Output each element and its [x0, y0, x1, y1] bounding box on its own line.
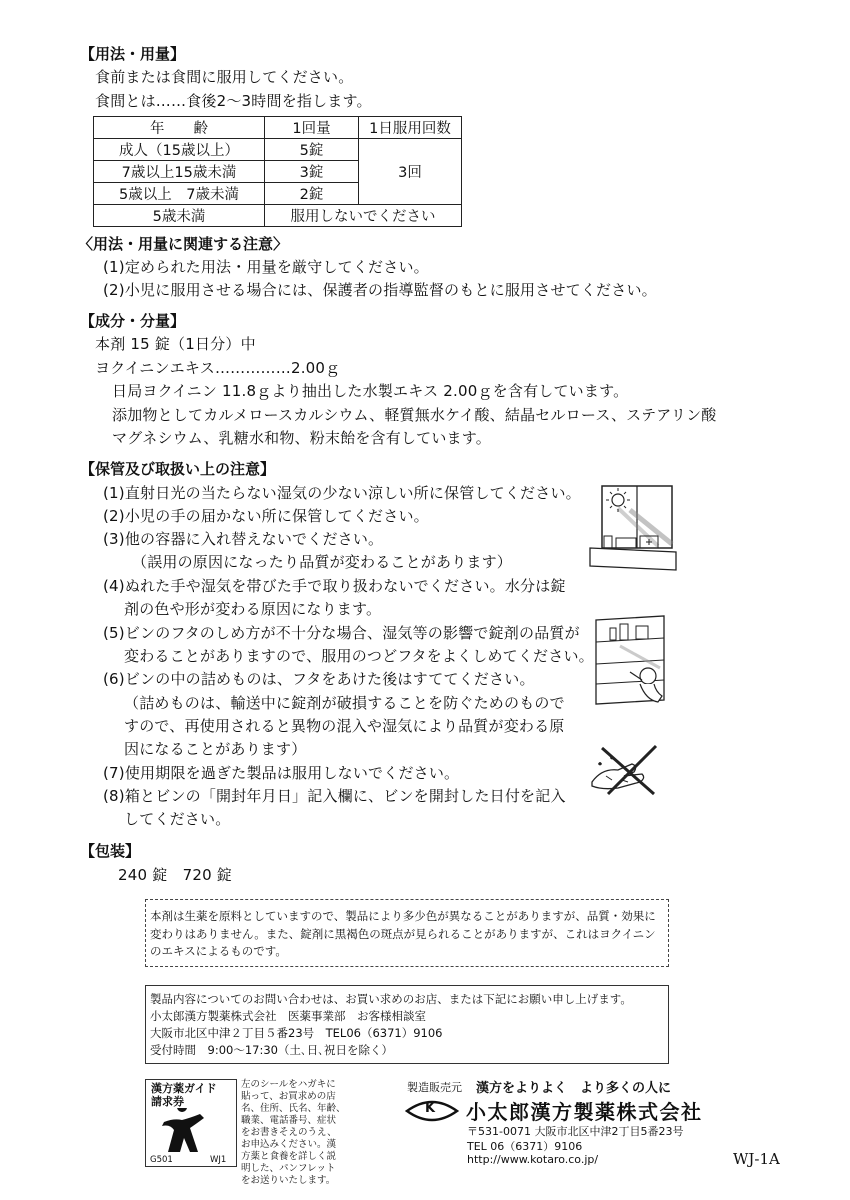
ingredients-line: 添加物としてカルメロースカルシウム、軽質無水ケイ酸、結晶セルロース、ステアリン酸	[112, 406, 717, 424]
company-slogan: 漢方をよりよく より多くの人に	[476, 1081, 672, 1096]
usage-line-2: 食間とは……食後2〜3時間を指します。	[95, 92, 372, 110]
storage-heading: 【保管及び取扱い上の注意】	[80, 460, 276, 478]
coupon-title-1: 漢方薬ガイド	[151, 1082, 217, 1095]
storage-line: すので、再使用されると異物の混入や湿気により品質が変わる原	[124, 717, 565, 735]
storage-line: 因になることがあります）	[124, 740, 307, 758]
storage-line: (5)ビンのフタのしめ方が不十分な場合、湿気等の影響で錠剤の品質が	[103, 624, 580, 642]
row-dose: 3錠	[265, 161, 359, 183]
ingredients-line: 日局ヨクイニン 11.8ｇより抽出した水製エキス 2.00ｇを含有しています。	[112, 382, 629, 400]
storage-line: （誤用の原因になったり品質が変わることがあります）	[132, 553, 513, 571]
coupon-instruction: をお送りいたします。	[241, 1175, 336, 1186]
coupon-instruction: 明した、パンフレット	[241, 1163, 336, 1174]
contact-line-1: 製品内容についてのお問い合わせは、お買い求めのお店、または下記にお願い申し上げます。	[150, 992, 632, 1006]
ingredients-line: 本剤 15 錠（1日分）中	[95, 335, 256, 353]
row-age: 7歳以上15歳未満	[94, 161, 265, 183]
no-wet-hands-icon	[588, 742, 666, 798]
company-address: 〒531-0071 大阪市北区中津2丁目5番23号	[467, 1125, 684, 1138]
coupon-instruction: お申込みください。漢	[241, 1139, 337, 1150]
storage-line: (3)他の容器に入れ替えないでください。	[103, 530, 384, 548]
company-logo-letter: K	[425, 1101, 436, 1116]
contact-line-3: 大阪市北区中津２丁目５番23号 TEL06（6371）9106	[150, 1026, 443, 1040]
table-row	[94, 139, 462, 161]
header-dose: 1回量	[265, 117, 359, 139]
storage-line: 変わることがありますので、服用のつどフタをよくしめてください。	[124, 647, 594, 665]
contact-line-2: 小太郎漢方製薬株式会社 医薬事業部 お客様相談室	[150, 1009, 426, 1023]
usage-notes-heading: 〈用法・用量に関連する注意〉	[78, 235, 289, 253]
coupon-instruction: 方薬と食養を詳しく説	[241, 1151, 337, 1162]
coupon-instruction: をお書きそえのうえ、	[241, 1127, 337, 1138]
storage-line: 剤の色や形が変わる原因になります。	[124, 600, 382, 618]
package-heading: 【包装】	[80, 842, 141, 860]
header-age: 年 齢	[94, 117, 265, 139]
contact-line-4: 受付時間 9:00〜17:30（土､日､祝日を除く）	[150, 1043, 393, 1057]
coupon-instruction: 職業、電話番号、症状	[241, 1115, 337, 1126]
storage-line: してください。	[124, 810, 231, 828]
sunlight-window-illustration	[588, 480, 678, 585]
storage-line: (7)使用期限を過ぎた製品は服用しないでください。	[103, 764, 460, 782]
coupon-instruction: 貼って、お買求めの店	[241, 1091, 336, 1102]
dosage-table-header	[94, 117, 462, 139]
coupon-instruction: 左のシールをハガキに	[241, 1079, 336, 1090]
row-age: 5歳未満	[94, 205, 265, 227]
company-name: 小太郎漢方製薬株式会社	[466, 1100, 703, 1124]
table-row	[94, 205, 462, 227]
notice-line: のエキスによるものです。	[150, 944, 287, 958]
company-tel: TEL 06（6371）9106	[467, 1140, 583, 1153]
company-role: 製造販売元	[407, 1081, 462, 1094]
row-dose: 2錠	[265, 183, 359, 205]
usage-line-1: 食前または食間に服用してください。	[95, 68, 354, 86]
storage-line: (2)小児の手の届かない所に保管してください。	[103, 507, 429, 525]
storage-line: (1)直射日光の当たらない湿気の少ない涼しい所に保管してください。	[103, 484, 581, 502]
storage-line: (4)ぬれた手や湿気を帯びた手で取り扱わないでください。水分は錠	[103, 577, 566, 595]
notice-line: 本剤は生薬を原料としていますので、製品により多少色が異なることがありますが、品質・効果に	[150, 909, 656, 923]
row-dose: 5錠	[265, 139, 359, 161]
notice-line: 変わりはありません。また、錠剤に黒褐色の斑点が見られることがありますが、これはヨクイニン	[150, 927, 656, 941]
row-dose: 服用しないでください	[265, 205, 462, 227]
company-url[interactable]: http://www.kotaro.co.jp/	[467, 1153, 599, 1166]
dosage-table	[93, 116, 462, 227]
row-age: 成人（15歳以上）	[94, 139, 265, 161]
coupon-instruction: 名、住所、氏名、年齢、	[241, 1103, 346, 1114]
document-code: WJ-1A	[733, 1150, 780, 1168]
coupon-title-2: 請求券	[151, 1095, 184, 1108]
coupon-code-right: WJ1	[210, 1155, 227, 1165]
row-age: 5歳以上 7歳未満	[94, 183, 265, 205]
storage-line: （詰めものは、輸送中に錠剤が破損することを防ぐためのもので	[124, 694, 565, 712]
coupon-code-left: G501	[150, 1155, 173, 1165]
figure-silhouette-icon	[158, 1108, 210, 1154]
ingredients-heading: 【成分・分量】	[80, 312, 186, 330]
usage-note-1: (1)定められた用法・用量を厳守してください。	[103, 258, 429, 276]
child-shelf-illustration	[590, 612, 670, 712]
ingredients-line: マグネシウム、乳糖水和物、粉末飴を含有しています。	[112, 429, 491, 447]
storage-line: (8)箱とビンの「開封年月日」記入欄に、ビンを開封した日付を記入	[103, 787, 566, 805]
package-sizes: 240 錠 720 錠	[118, 866, 232, 884]
row-times: 3回	[359, 139, 462, 205]
storage-line: (6)ビンの中の詰めものは、フタをあけた後はすててください。	[103, 670, 535, 688]
usage-heading: 【用法・用量】	[80, 45, 186, 63]
usage-note-2: (2)小児に服用させる場合には、保護者の指導監督のもとに服用させてください。	[103, 281, 657, 299]
header-times: 1日服用回数	[359, 117, 462, 139]
ingredients-line: ヨクイニンエキス……………2.00ｇ	[95, 359, 341, 377]
